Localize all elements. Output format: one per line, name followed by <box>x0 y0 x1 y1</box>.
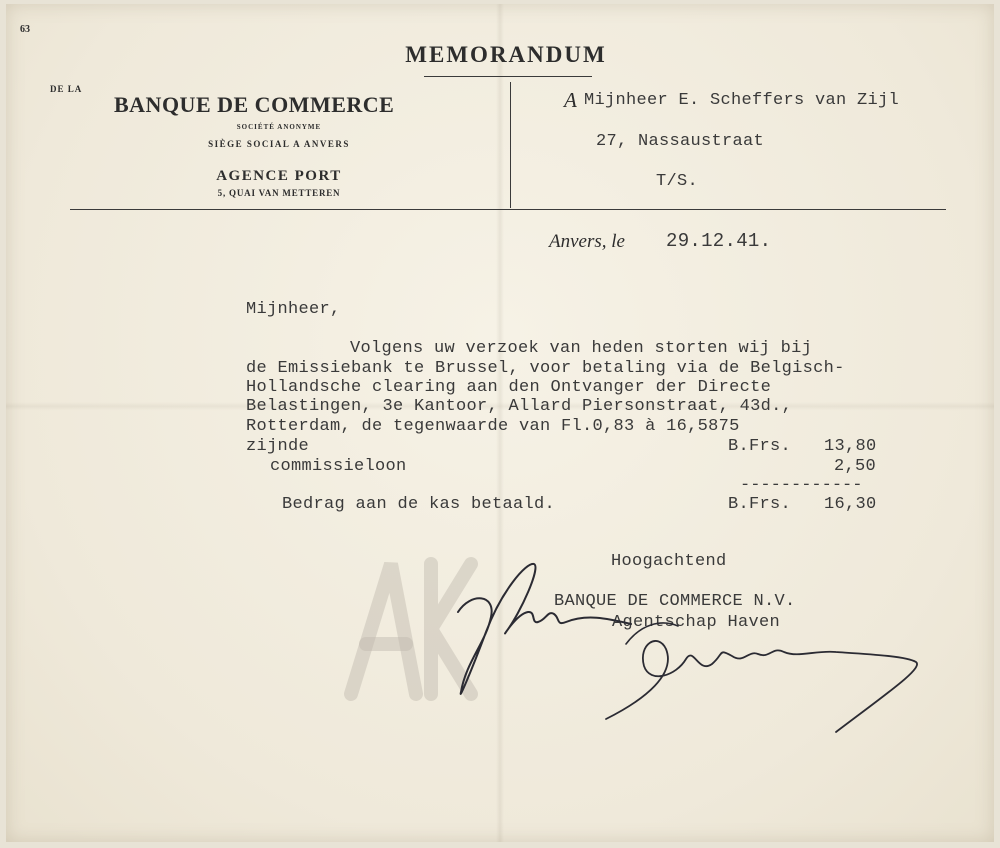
salutation: Mijnheer, <box>246 300 341 319</box>
amount-row-label: zijnde <box>246 437 310 456</box>
body-line: Belastingen, 3e Kantoor, Allard Piersonstraat, 43d., <box>246 397 793 416</box>
bank-registered-office: SIÈGE SOCIAL A ANVERS <box>208 139 350 149</box>
total-value: 16,30 <box>824 495 877 514</box>
date-value: 29.12.41. <box>666 230 772 252</box>
addressee-name: Mijnheer E. Scheffers van Zijl <box>584 91 900 110</box>
body-line: Hollandsche clearing aan den Ontvanger der Directe <box>246 378 772 397</box>
title-underline <box>424 76 592 77</box>
letterhead-de-la: DE LA <box>50 84 83 94</box>
bank-name: BANQUE DE COMMERCE <box>114 92 395 117</box>
signatory-agency: Agentschap Haven <box>612 613 781 632</box>
addressee-street: 27, Nassaustraat <box>596 132 765 151</box>
memorandum-sheet <box>6 4 994 842</box>
signatory-company: BANQUE DE COMMERCE N.V. <box>554 592 796 611</box>
commission-value: 2,50 <box>834 457 877 476</box>
commission-label: commissieloon <box>270 457 407 476</box>
total-label: Bedrag aan de kas betaald. <box>282 495 556 514</box>
total-currency: B.Frs. <box>728 495 792 514</box>
sum-rule: ------------ <box>740 476 863 495</box>
body-line: Volgens uw verzoek van heden storten wij bij <box>350 339 813 358</box>
closing: Hoogachtend <box>611 552 727 571</box>
amount-row-currency: B.Frs. <box>728 437 792 456</box>
header-vertical-divider <box>510 82 511 208</box>
body-line: de Emissiebank te Brussel, voor betaling via de Belgisch- <box>246 359 845 378</box>
page-number: 63 <box>20 24 30 35</box>
handwritten-signature-right <box>586 604 931 744</box>
memo-title: MEMORANDUM <box>405 42 607 67</box>
agency-address: 5, QUAI VAN METTEREN <box>217 188 341 198</box>
date-label: Anvers, le <box>549 231 625 252</box>
addressee-city: T/S. <box>656 172 699 191</box>
addressee-prefix: A <box>564 88 577 112</box>
header-horizontal-divider <box>70 209 946 210</box>
agency-name: AGENCE PORT <box>216 168 342 184</box>
amount-row-value: 13,80 <box>824 437 877 456</box>
bank-legal-form: SOCIÉTÉ ANONYME <box>236 123 322 131</box>
body-line: Rotterdam, de tegenwaarde van Fl.0,83 à 16,5875 <box>246 417 740 436</box>
